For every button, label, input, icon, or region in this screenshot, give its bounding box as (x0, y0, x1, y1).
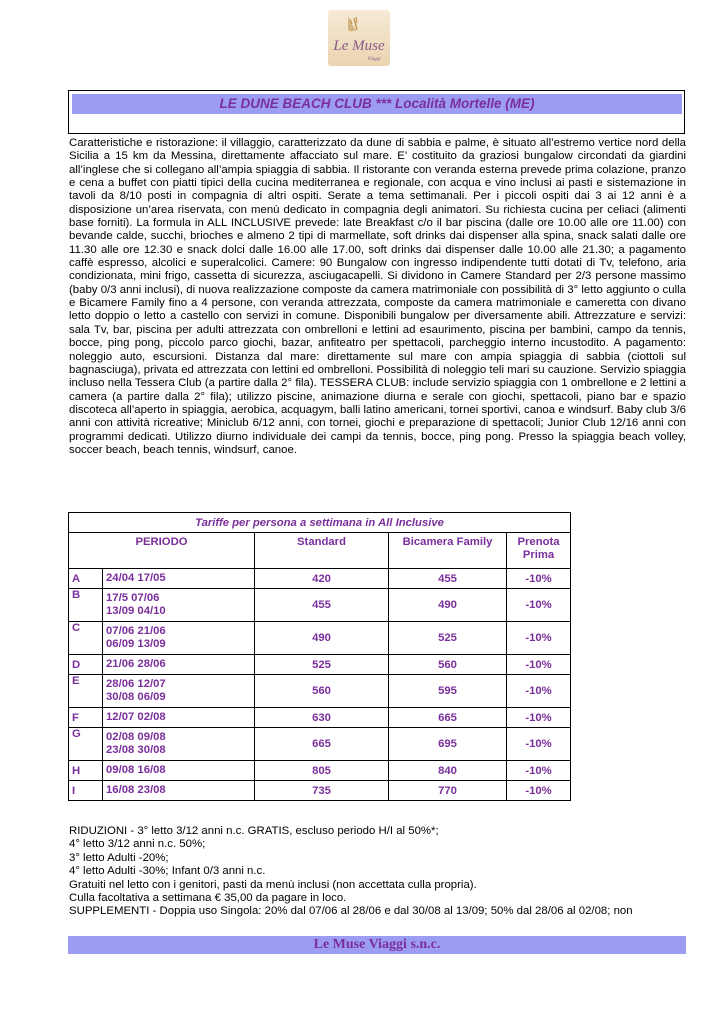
row-prenota: -10% (507, 675, 571, 708)
row-family: 840 (389, 761, 507, 781)
logo-text: Le Muse (333, 38, 385, 54)
table-row (69, 728, 571, 761)
row-prenota: -10% (507, 728, 571, 761)
page-title: LE DUNE BEACH CLUB *** Località Mortelle (ME) (72, 94, 682, 114)
riduzioni-line: Culla facoltativa a settimana € 35,00 da pagare in loco. (69, 892, 347, 905)
row-prenota: -10% (507, 708, 571, 728)
logo-subtext: Viaggi (367, 57, 381, 62)
row-standard: 455 (255, 589, 389, 622)
row-letter: I (69, 781, 103, 801)
row-letter: F (69, 708, 103, 728)
row-standard: 735 (255, 781, 389, 801)
row-prenota: -10% (507, 781, 571, 801)
row-period (103, 781, 255, 801)
riduzioni-line: 4° letto Adulti -30%; Infant 0/3 anni n.c. (69, 865, 266, 878)
period-line: 21/06 28/06 (106, 657, 166, 670)
header-prenota-line2: Prima (522, 549, 555, 561)
period-line: 24/04 17/05 (106, 571, 166, 584)
table-caption: Tariffe per persona a settimana in All Inclusive (69, 513, 571, 533)
period-line: 30/08 06/09 (106, 691, 166, 703)
period-line: 28/06 12/07 (106, 677, 166, 690)
period-line: 12/07 02/08 (106, 710, 166, 723)
row-period (103, 589, 255, 622)
table-row (69, 781, 571, 801)
row-family: 490 (389, 589, 507, 622)
row-letter: E (69, 675, 103, 708)
row-family: 770 (389, 781, 507, 801)
row-standard: 560 (255, 675, 389, 708)
riduzioni-line: RIDUZIONI - 3° letto 3/12 anni n.c. GRATIS, escluso periodo H/I al 50%*; (69, 825, 439, 837)
row-period (103, 728, 255, 761)
row-period (103, 569, 255, 589)
le-muse-logo (326, 10, 392, 66)
table-header-row (69, 533, 571, 569)
period-line: 17/5 07/06 (106, 591, 160, 604)
description-text: Caratteristiche e ristorazione: il villaggio, caratterizzato da dune di sabbia e palme, è situato all’estremo vertice nord della Sicilia a 15 km da Messina, direttamente affacciato sul mare. E’ costituito da graziosi bungalow circondati da giardini all’inglese che si collegano all’ampia spiaggia di sabbia. Il ristorante con veranda esterna prevede prima colazione, pranzo e cena a buffet con piatti tipici della cucina mediterranea e regionale, con acqua e vino inclusi ai pasti e sistemazione in tavoli da 8/10 posti in compagnia di altri ospiti. Serate a tema settimanali. Per i piccoli ospiti dai 3 ai 12 anni è a disposizione un’area riservata, con menù dedicato in compagnia degli animatori. Su richiesta cucina per celiaci (alimenti base forniti). La formula in ALL INCLUSIVE prevede: late Breakfast c/o il bar piscina (dalle ore 10.00 alle ore 11.00) con bevande calde, succhi, brioches e almeno 2 tipi di marmellate, soft drinks dai dispenser alla spina, snack salati dalle ore 11.30 alle ore 12.30 e snack dolci dalle 16.00 alle 17.00, soft drinks dai dispenser dalle 10.00 alle 21.30; a pagamento caffè espresso, alcolici e superalcolici. Camere: 90 Bungalow con ingresso indipendente tutti dotati di Tv, telefono, aria condizionata, mini frigo, cassetta di sicurezza, asciugacapelli. Si dividono in Camere Standard per 2/3 persone massimo (baby 0/3 anni inclusi), di nuova realizzazione composte da camera matrimoniale con possibilità di 3° letto aggiunto o culla e Bicamere Family fino a 4 persone, con veranda attrezzata, composte da camera matrimoniale e cameretta con divano letto doppio o letto a castello con servizi in comune. Disponibili bungalow per diversamente abili. Attrezzature e servizi: sala Tv, bar, piscina per adulti attrezzata con ombrelloni e lettini ad esaurimento, piscina per bambini, campo da tennis, bocce, ping pong, piccolo parco giochi, bazar, anfiteatro per spettacoli, parcheggio interno incustodito. A pagamento: noleggio auto, escursioni. Distanza dal mare: direttamente sul mare con ampia spiaggia di sabbia (ciottoli sul bagnasciuga), privata ed attrezzata con lettini ed ombrelloni. Possibilità di noleggio teli mari su cauzione. Servizio spiaggia incluso nella Tessera Club (a partire dalla 2° fila). TESSERA CLUB: include servizio spiaggia con 1 ombrellone e 2 lettini a camera (a partire dalla 2° fila); utilizzo piscine, animazione diurna e serale con giochi, spettacoli, piano bar e spazio discoteca all’aperto in spiaggia, aerobica, acquagym, balli latino americani, tornei sportivi, canoa e windsurf. Baby club 3/6 anni con attività ricreative; Miniclub 6/12 anni, con tornei, giochi e preparazione di spettacoli; Junior Club 12/16 anni con programmi dedicati. Utilizzo diurno individuale dei campi da tennis, bocce, ping pong. Presso la spiaggia beach volley, soccer beach, beach tennis, windsurf, canoe. (69, 137, 686, 456)
riduzioni-line: Gratuiti nel letto con i genitori, pasti da menù inclusi (non accettata culla propria). (69, 878, 477, 891)
table-row (69, 655, 571, 675)
period-line: 23/08 30/08 (106, 744, 166, 756)
row-prenota: -10% (507, 761, 571, 781)
header-prenota (507, 533, 571, 569)
period-line: 07/06 21/06 (106, 624, 166, 637)
period-line: 16/08 23/08 (106, 783, 166, 796)
row-period (103, 761, 255, 781)
header-period: PERIODO (69, 533, 255, 569)
row-standard: 525 (255, 655, 389, 675)
table-row (69, 761, 571, 781)
riduzioni-section (69, 825, 686, 919)
row-period (103, 675, 255, 708)
row-letter: B (69, 589, 103, 622)
row-standard: 490 (255, 622, 389, 655)
period-line: 02/08 09/08 (106, 730, 166, 743)
row-letter: C (69, 622, 103, 655)
row-letter: A (69, 569, 103, 589)
table-row (69, 569, 571, 589)
table-row (69, 708, 571, 728)
row-family: 665 (389, 708, 507, 728)
row-letter: H (69, 761, 103, 781)
header-family: Bicamera Family (389, 533, 507, 569)
table-row (69, 622, 571, 655)
row-family: 455 (389, 569, 507, 589)
row-family: 560 (389, 655, 507, 675)
riduzioni-line: 3° letto Adulti -20%; (69, 851, 169, 864)
row-prenota: -10% (507, 589, 571, 622)
row-letter: G (69, 728, 103, 761)
period-line: 09/08 16/08 (106, 763, 166, 776)
row-family: 695 (389, 728, 507, 761)
row-standard: 630 (255, 708, 389, 728)
row-period (103, 708, 255, 728)
footer-company-name: Le Muse Viaggi s.n.c. (68, 936, 686, 954)
row-prenota: -10% (507, 655, 571, 675)
row-prenota: -10% (507, 569, 571, 589)
row-standard: 420 (255, 569, 389, 589)
row-standard: 805 (255, 761, 389, 781)
row-family: 525 (389, 622, 507, 655)
row-period (103, 655, 255, 675)
table-row (69, 589, 571, 622)
supplementi-line: SUPPLEMENTI - Doppia uso Singola: 20% dal 07/06 al 28/06 e dal 30/08 al 13/09; 50% dal 28/06 al 02/08; non (69, 905, 633, 918)
row-family: 595 (389, 675, 507, 708)
header-prenota-line1: Prenota (517, 536, 560, 548)
header-standard: Standard (255, 533, 389, 569)
riduzioni-line: 4° letto 3/12 anni n.c. 50%; (69, 838, 206, 851)
period-line: 13/09 04/10 (106, 605, 166, 617)
row-period (103, 622, 255, 655)
period-line: 06/09 13/09 (106, 638, 166, 650)
price-table (68, 512, 571, 801)
table-row (69, 675, 571, 708)
row-prenota: -10% (507, 622, 571, 655)
row-letter: D (69, 655, 103, 675)
row-standard: 665 (255, 728, 389, 761)
